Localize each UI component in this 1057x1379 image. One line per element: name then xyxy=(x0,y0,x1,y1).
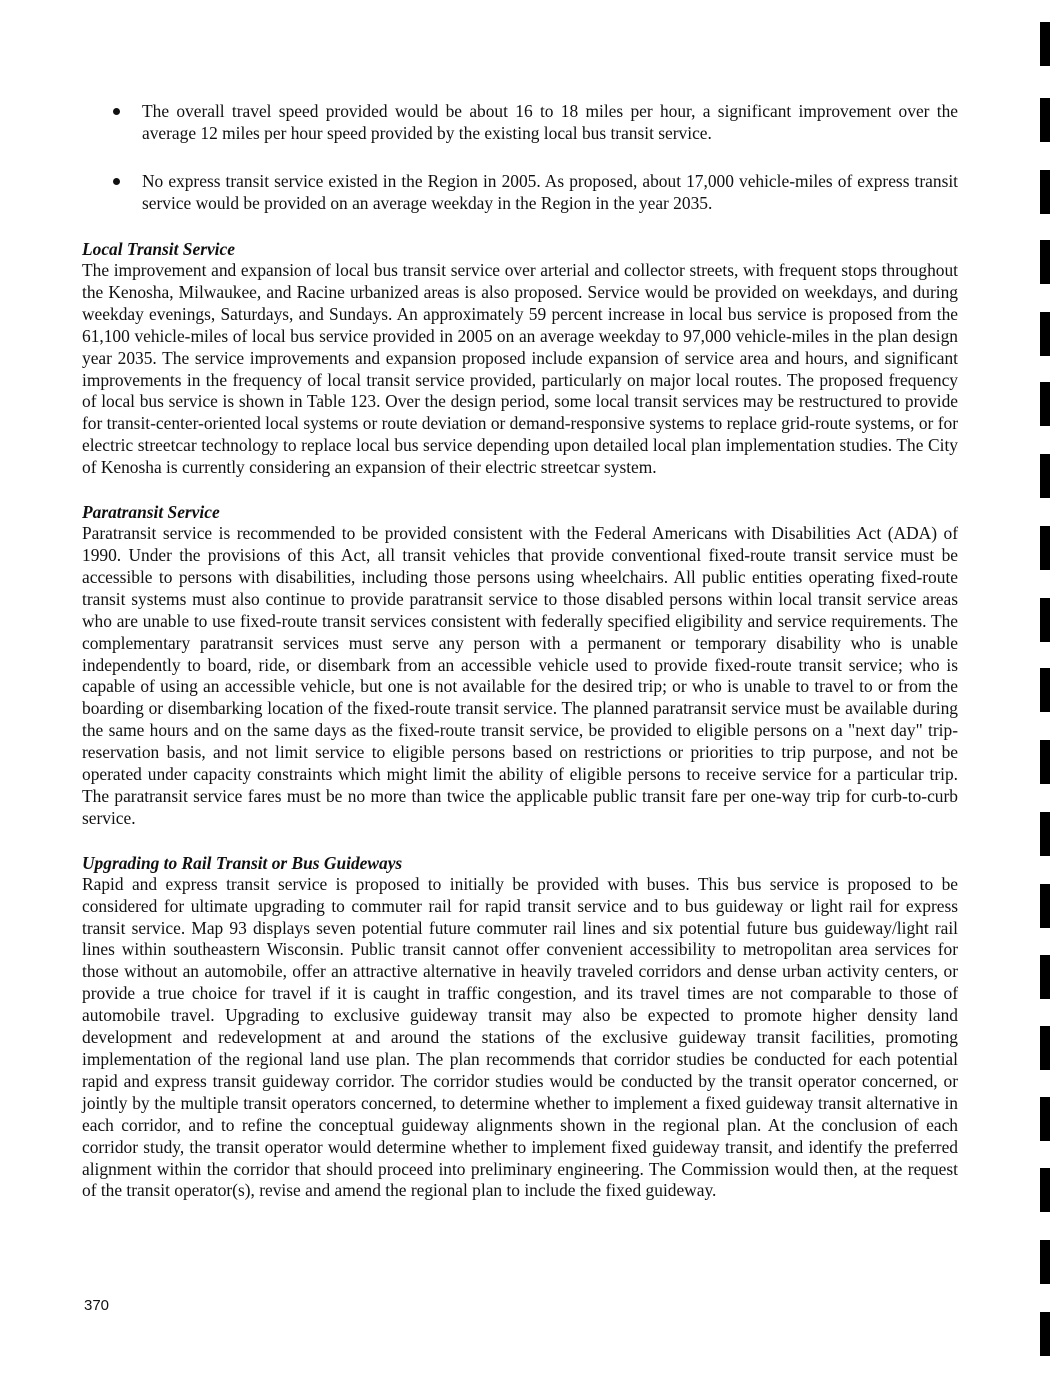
scan-mark xyxy=(1040,22,1050,66)
bullet-dot-icon xyxy=(113,108,120,115)
scan-mark xyxy=(1040,240,1050,284)
section-heading: Upgrading to Rail Transit or Bus Guideways xyxy=(82,852,403,873)
scan-mark xyxy=(1040,526,1050,570)
section-local-transit xyxy=(82,238,958,479)
scan-mark xyxy=(1040,1240,1050,1284)
section-body: The improvement and expansion of local bus transit service over arterial and collector streets, with frequent stops throughout the Kenosha, Milwaukee, and Racine urbanized areas is also proposed. Service would be provided on weekdays, and during weekday evenings, Saturdays, and Sundays. An approximately 59 percent increase in local bus service is proposed from the 61,100 vehicle-miles of local bus service provided in 2005 on an average weekday to 97,000 vehicle-miles in the plan design year 2035. The service improvements and expansion proposed include expansion of service area and hours, and significant improvements in the frequency of local transit service provided, particularly on major local routes. The proposed frequency of local bus service is shown in Table 123. Over the design period, some local transit services may be restructured to provide for transit-center-oriented local systems or route deviation or demand-responsive systems to replace grid-route systems, or for electric streetcar technology to replace local bus service depending upon detailed local plan implementation studies. The City of Kenosha is currently considering an expansion of their electric streetcar system. xyxy=(82,260,958,478)
section-body: Rapid and express transit service is proposed to initially be provided with buses. This bus service is proposed to be considered for ultimate upgrading to commuter rail for rapid transit service and to bus guideway or light rail for express transit service. Map 93 displays seven potential future commuter rail lines and six potential future bus guideway/light rail lines within southeastern Wisconsin. Public transit cannot offer convenient accessibility to metropolitan area services for those without an automobile, offer an attractive alternative in heavily traveled corridors and dense urban activity centers, or provide a true choice for travel if it is caught in traffic congestion, and its travel times are not comparable to those of automobile travel. Upgrading to exclusive guideway transit may also be expected to promote higher density land development and redevelopment at and around the stations of the exclusive guideway transit facilities, promoting implementation of the regional land use plan. The plan recommends that corridor studies be conducted for each potential rapid and express transit guideway corridor. The corridor studies would be conducted by the transit operator concerned, or jointly by the multiple transit operators concerned, to determine whether to implement a fixed guideway transit alternative in each corridor, and to refine the conceptual guideway alignments shown in the regional plan. At the conclusion of each corridor study, the transit operator would determine whether to implement fixed guideway transit, and identify the preferred alignment within the corridor that should proceed into preliminary engineering. The Commission would then, at the request of the transit operator(s), revise and amend the regional plan to include the fixed guideway. xyxy=(82,873,958,1201)
scan-mark xyxy=(1040,1097,1050,1141)
bullet-dot-icon xyxy=(113,178,120,185)
section-paratransit xyxy=(82,501,958,830)
section-upgrading-rail xyxy=(82,852,958,1203)
scan-mark xyxy=(1040,98,1050,142)
scan-mark xyxy=(1040,668,1050,712)
section-heading: Paratransit Service xyxy=(82,502,220,523)
section-heading: Local Transit Service xyxy=(82,239,235,259)
scan-mark xyxy=(1040,1168,1050,1212)
scan-mark xyxy=(1040,812,1050,856)
page-number: 370 xyxy=(84,1297,110,1314)
scan-mark xyxy=(1040,884,1050,928)
scan-mark xyxy=(1040,170,1050,214)
scan-mark xyxy=(1040,1312,1050,1356)
bullet-list xyxy=(82,100,958,214)
bullet-text: No express transit service existed in the Region in 2005. As proposed, about 17,000 vehicle-miles of express transit service would be provided on an average weekday in the Region in the year 2035. xyxy=(142,171,958,213)
scan-mark xyxy=(1040,382,1050,426)
bullet-item xyxy=(82,170,958,214)
scan-mark xyxy=(1040,312,1050,356)
document-page xyxy=(82,100,958,1224)
scan-mark xyxy=(1040,1026,1050,1070)
scan-mark xyxy=(1040,598,1050,642)
scan-mark xyxy=(1040,454,1050,498)
section-body: Paratransit service is recommended to be provided consistent with the Federal Americans with Disabilities Act (ADA) of 1990. Under the provisions of this Act, all transit vehicles that provide conventional fixed-route transit service must be accessible to persons with disabilities, including those persons using wheelchairs. All public entities operating fixed-route transit systems must also continue to provide paratransit service to those disabled persons within local transit service areas who are unable to use fixed-route transit services consistent with federally specified eligibility and service requirements. The complementary paratransit services must serve any person with a permanent or temporary disability who is unable independently to board, ride, or disembark from an accessible vehicle used to provide fixed-route transit service; who is capable of using an accessible vehicle, but one is not available for the desired trip; or who is unable to travel to or from the boarding or disembarking location of the fixed-route transit service. The planned paratransit service must be available during the same hours and on the same days as the fixed-route transit service, be provided to eligible persons on a "next day" trip-reservation basis, and not limit service to eligible persons based on restrictions or priorities to trip purpose, and not be operated under capacity constraints which might limit the ability of eligible persons to receive service for a particular trip. The paratransit service fares must be no more than twice the applicable public transit fare per one-way trip for curb-to-curb service. xyxy=(82,523,958,828)
bullet-item xyxy=(82,100,958,144)
scan-mark xyxy=(1040,955,1050,999)
bullet-text: The overall travel speed provided would be about 16 to 18 miles per hour, a significant improvement over the average 12 miles per hour speed provided by the existing local bus transit service. xyxy=(142,101,958,143)
scan-mark xyxy=(1040,740,1050,784)
